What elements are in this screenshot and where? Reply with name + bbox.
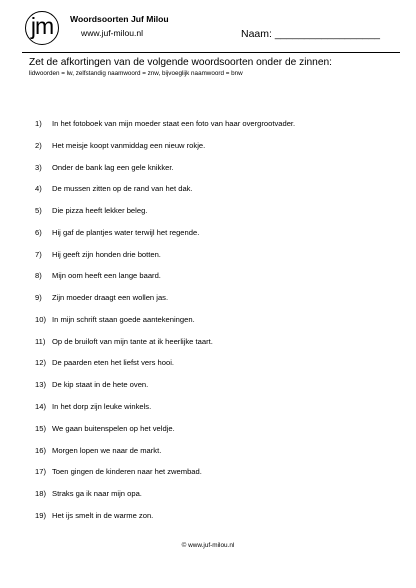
logo-text: jm: [30, 12, 54, 39]
question-number: 12): [35, 358, 46, 368]
question-number: 5): [35, 206, 42, 216]
brand-title: Woordsoorten Juf Milou: [70, 14, 169, 24]
instruction-legend: lidwoorden = lw, zelfstandig naamwoord = znw, bijvoeglijk naamwoord = bnw: [29, 70, 243, 77]
question-number: 19): [35, 510, 46, 520]
question-text: Op de bruiloft van mijn tante at ik heerlijke taart.: [52, 336, 213, 346]
question-text: De mussen zitten op de rand van het dak.: [52, 184, 193, 194]
question-text: Het ijs smelt in de warme zon.: [52, 510, 154, 520]
question-text: Die pizza heeft lekker beleg.: [52, 206, 148, 216]
question-text: Hij gaf de plantjes water terwijl het regende.: [52, 227, 200, 237]
question-number: 8): [35, 271, 42, 281]
question-number: 13): [35, 380, 46, 390]
question-number: 9): [35, 293, 42, 303]
question-text: Mijn oom heeft een lange baard.: [52, 271, 161, 281]
question-text: Morgen lopen we naar de markt.: [52, 445, 162, 455]
question-text: In mijn schrift staan goede aantekeningen.: [52, 314, 195, 324]
question-text: Toen gingen de kinderen naar het zwembad.: [52, 467, 202, 477]
question-text: In het dorp zijn leuke winkels.: [52, 402, 152, 411]
name-field: Naam: __________________: [241, 28, 380, 40]
question-number: 7): [35, 249, 42, 259]
question-number: 15): [35, 423, 46, 433]
question-number: 14): [35, 402, 46, 411]
question-text: Het meisje koopt vanmiddag een nieuw rokje.: [52, 140, 206, 150]
question-text: Onder de bank lag een gele knikker.: [52, 162, 174, 172]
header-divider: [22, 52, 400, 53]
question-text: Hij geeft zijn honden drie botten.: [52, 249, 161, 259]
question-number: 16): [35, 445, 46, 455]
question-text: De paarden eten het liefst vers hooi.: [52, 358, 174, 368]
question-number: 11): [35, 336, 46, 346]
question-number: 1): [35, 119, 42, 128]
question-text: Straks ga ik naar mijn opa.: [52, 489, 142, 499]
logo: [25, 11, 59, 45]
question-number: 18): [35, 489, 46, 499]
footer-copyright: © www.juf-milou.nl: [181, 542, 235, 549]
question-text: De kip staat in de hete oven.: [52, 380, 149, 390]
question-text: Zijn moeder draagt een wollen jas.: [52, 293, 169, 303]
instruction-title: Zet de afkortingen van de volgende woordsoorten onder de zinnen:: [29, 57, 333, 68]
question-number: 4): [35, 184, 42, 194]
question-number: 6): [35, 227, 42, 237]
question-text: In het fotoboek van mijn moeder staat een foto van haar overgrootvader.: [52, 119, 296, 128]
question-number: 10): [35, 314, 46, 324]
question-number: 17): [35, 467, 46, 477]
question-number: 3): [35, 162, 42, 172]
question-number: 2): [35, 140, 42, 150]
question-text: We gaan buitenspelen op het veldje.: [52, 423, 175, 433]
brand-url: www.juf-milou.nl: [81, 28, 144, 38]
